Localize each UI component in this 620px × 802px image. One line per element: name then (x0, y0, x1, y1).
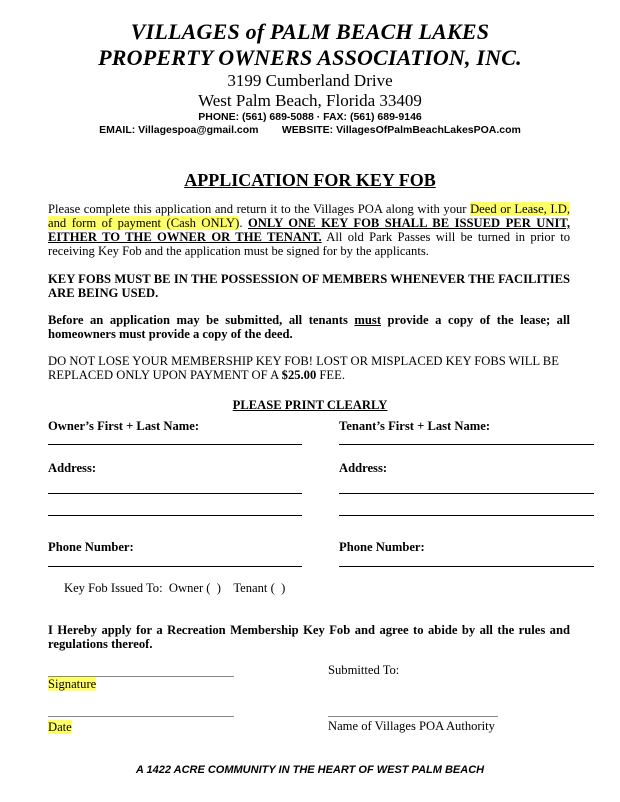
tenant-notice-text-2: provide a copy of the lease; all homeowners must provide a copy of the deed. (48, 313, 570, 341)
tenant-address-field-1[interactable] (339, 493, 594, 494)
intro-text-1: Please complete this application and return it to the Villages POA along with your (48, 202, 471, 216)
lost-notice-text-1: DO NOT LOSE YOUR MEMBERSHIP KEY FOB! LOST OR MISPLACED KEY FOBS WILL BE REPLACED ONLY UPON PAYMENT OF A (48, 354, 559, 382)
date-label (48, 720, 72, 735)
owner-address-label: Address: (48, 461, 97, 475)
tenant-name-field[interactable] (339, 444, 594, 445)
tenant-phone-label: Phone Number: (339, 540, 425, 554)
submitted-to-label: Submitted To: (328, 663, 400, 677)
owner-name-field[interactable] (48, 444, 302, 445)
page-title: APPLICATION FOR KEY FOB (184, 170, 436, 190)
tenant-notice-text-1: Before an application may be submitted, all tenants (48, 313, 355, 327)
tenant-phone-field[interactable] (339, 566, 594, 567)
intro-text-3: All old Park Passes will be turned in prior to receiving Key Fob and the application must be signed for by the applicants. (48, 230, 570, 258)
owner-address-field-1[interactable] (48, 493, 302, 494)
tenant-notice-must: must (354, 313, 382, 327)
date-line[interactable] (48, 716, 234, 717)
possession-notice: KEY FOBS MUST BE IN THE POSSESSION OF MEMBERS WHENEVER THE FACILITIES ARE BEING USED. (48, 272, 570, 300)
intro-one-fob-notice: ONLY ONE KEY FOB SHALL BE ISSUED PER UNIT, EITHER TO THE OWNER OR THE TENANT. (48, 216, 570, 244)
agreement-statement: I Hereby apply for a Recreation Membership Key Fob and agree to abide by all the rules and regulations thereof. (48, 623, 570, 651)
tenant-notice (48, 313, 570, 341)
owner-name-label: Owner’s First + Last Name: (48, 419, 200, 433)
key-fob-issued-to[interactable]: Key Fob Issued To: Owner ( ) Tenant ( ) (64, 581, 286, 595)
authority-line[interactable] (328, 716, 498, 717)
owner-phone-field[interactable] (48, 566, 302, 567)
owner-address-field-2[interactable] (48, 515, 302, 516)
footer-tagline: A 1422 ACRE COMMUNITY IN THE HEART OF WEST PALM BEACH (135, 764, 485, 776)
phone-fax: PHONE: (561) 689-5088 · FAX: (561) 689-9146 (198, 111, 422, 123)
signature-label-text: Signature (48, 677, 97, 691)
lost-notice-text-2: FEE. (316, 368, 345, 382)
org-name-line2: PROPERTY OWNERS ASSOCIATION, INC. (98, 45, 522, 70)
authority-label: Name of Villages POA Authority (328, 719, 495, 733)
email-website: EMAIL: Villagespoa@gmail.com WEBSITE: VillagesOfPalmBeachLakesPOA.com (99, 124, 521, 136)
intro-highlight: Deed or Lease, I.D, and form of payment (Cash ONLY) (48, 202, 570, 230)
org-name-line1: VILLAGES of PALM BEACH LAKES (130, 19, 490, 44)
tenant-name-label: Tenant’s First + Last Name: (339, 419, 491, 433)
city-address: West Palm Beach, Florida 33409 (198, 91, 422, 110)
lost-notice-fee: $25.00 (281, 368, 317, 382)
tenant-address-field-2[interactable] (339, 515, 594, 516)
date-label-text: Date (48, 720, 72, 734)
intro-paragraph (48, 202, 570, 258)
intro-text-2: . (239, 216, 248, 230)
owner-phone-label: Phone Number: (48, 540, 134, 554)
signature-label (48, 677, 96, 692)
lost-fob-notice (48, 354, 570, 382)
street-address: 3199 Cumberland Drive (227, 71, 393, 90)
print-clearly-heading: PLEASE PRINT CLEARLY (232, 398, 388, 412)
tenant-address-label: Address: (339, 461, 388, 475)
